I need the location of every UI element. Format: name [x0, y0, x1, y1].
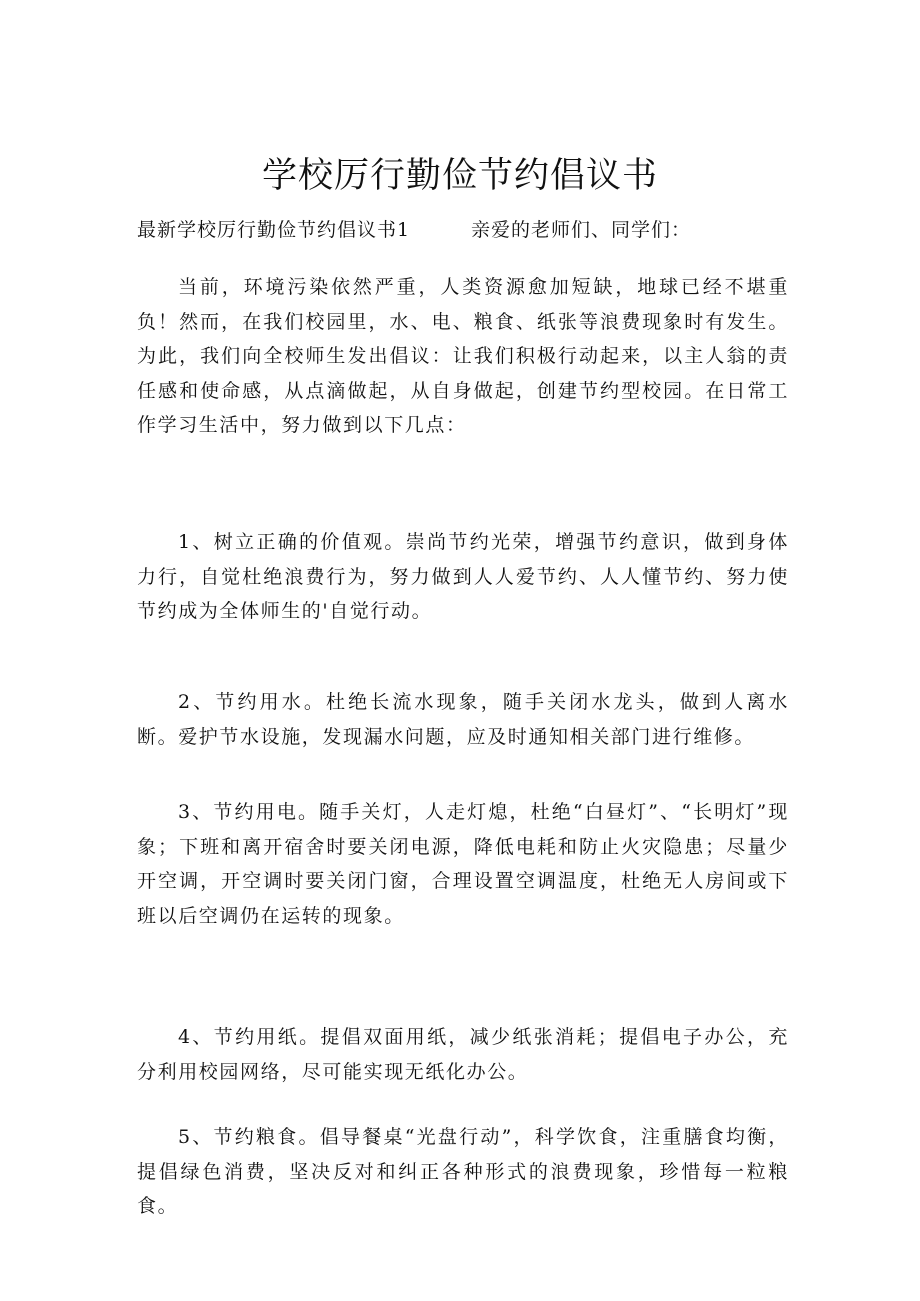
item-5-paragraph: 5、节约粮食。倡导餐桌“光盘行动”，科学饮食，注重膳食均衡，提倡绿色消费，坚决反对和纠正各种形式的浪费现象，珍惜每一粒粮食。: [137, 1126, 789, 1218]
subtitle-row: [137, 215, 797, 245]
document-subtitle: 最新学校厉行勤俭节约倡议书1: [137, 219, 411, 241]
item-3-paragraph: 3、节约用电。随手关灯，人走灯熄，杜绝“白昼灯”、“长明灯”现象；下班和离开宿舍时要关闭电源，降低电耗和防止火灾隐患；尽量少开空调，开空调时要关闭门窗，合理设置空调温度，杜绝无人房间或下班以后空调仍在运转的现象。: [137, 801, 789, 927]
intro-paragraph: 当前，环境污染依然严重，人类资源愈加短缺，地球已经不堪重负！然而，在我们校园里，水、电、粮食、纸张等浪费现象时有发生。为此，我们向全校师生发出倡议：让我们积极行动起来，以主人翁的责任感和使命感，从点滴做起，从自身做起，创建节约型校园。在日常工作学习生活中，努力做到以下几点：: [137, 276, 789, 437]
document-title: 学校厉行勤俭节约倡议书: [261, 156, 658, 196]
item-1-paragraph: 1、树立正确的价值观。崇尚节约光荣，增强节约意识，做到身体力行，自觉杜绝浪费行为，努力做到人人爱节约、人人懂节约、努力使节约成为全体师生的'自觉行动。: [137, 531, 789, 623]
item-4-paragraph: 4、节约用纸。提倡双面用纸，减少纸张消耗；提倡电子办公，充分利用校园网络，尽可能实现无纸化办公。: [137, 1026, 789, 1083]
item-2-paragraph: 2、节约用水。杜绝长流水现象，随手关闭水龙头，做到人离水断。爱护节水设施，发现漏水问题，应及时通知相关部门进行维修。: [137, 691, 789, 748]
salutation: 亲爱的老师们、同学们：: [471, 219, 692, 241]
